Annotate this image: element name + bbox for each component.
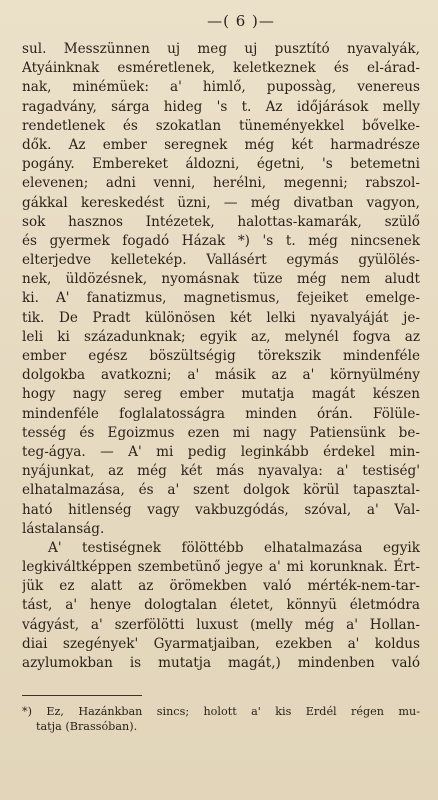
- text-line: Atyáinknak esméretlenek, keletkeznek és el-árad-: [22, 60, 420, 77]
- text-line: ember egész böszültségig törekszik mindenféle: [22, 348, 420, 364]
- text-line: és gyermek fogadó Házak *) 's t. még nincsenek: [22, 232, 420, 249]
- text-line: jük ez alatt az örömekben való mérték-nem-tar-: [22, 578, 420, 595]
- text-line: sok hasznos Intézetek, halottas-kamarák, szülő: [22, 213, 420, 230]
- text-line: lástalanság.: [22, 520, 105, 537]
- text-line: ki. A' fanatizmus, magnetismus, fejeiket emelge-: [22, 290, 420, 307]
- text-line: azylumokban is mutatja magát,) mindenben való: [22, 655, 420, 671]
- text-line: nyájunkat, az még két más nyavalya: a' testiség': [22, 463, 420, 480]
- text-line: sul. Messzünnen uj meg uj pusztító nyavalyák,: [22, 41, 420, 57]
- footnote-line: tatja (Brassóban).: [36, 720, 138, 734]
- text-line: teg-ágya. — A' mi pedig leginkább érdekel min-: [22, 443, 420, 460]
- text-line: leli ki századunknak; egyik az, melynél fogva az: [22, 328, 420, 345]
- text-line: tik. De Pradt különösen két lelki nyavalyáját je-: [22, 309, 420, 326]
- text-line: pogány. Embereket áldozni, égetni, 's betemetni: [22, 156, 420, 173]
- text-line: tesség és Egoizmus ezen mi nagy Patiensünk be-: [22, 424, 420, 441]
- text-line: ható hitlenség vagy vakbuzgódás, szóval, a' Val-: [22, 501, 420, 518]
- footnote-line: *) Ez, Hazánkban sincs; holott a' kis Erdél régen mu-: [22, 705, 420, 719]
- text-line: tást, a' henye dologtalan életet, könnyü életmódra: [22, 597, 420, 614]
- text-line: dők. Az ember seregnek még két harmadrésze: [22, 136, 420, 153]
- text-line: rendetlenek és szokatlan tüneményekkel bővelke-: [22, 117, 420, 134]
- text-line: gákkal kereskedést üzni, — még divatban vagyon,: [22, 194, 420, 211]
- text-line: legkiváltképpen szembetünő jegye a' mi korunknak. Ért-: [22, 559, 420, 576]
- footnote-divider: [22, 695, 142, 696]
- text-line: hogy nagy sereg ember mutatja magát készen: [22, 386, 420, 403]
- text-line: nak, minémüek: a' himlő, pupossàg, venereus: [22, 79, 420, 96]
- text-line: nek, üldözésnek, nyomásnak tüze még nem aludt: [22, 271, 420, 288]
- main-text: [22, 40, 420, 673]
- text-line: elhatalmazása, és a' szent dolgok körül tapasztal-: [22, 482, 420, 499]
- text-line: A' testiségnek fölöttébb elhatalmazása egyik: [48, 539, 420, 556]
- text-line: vágyást, a' szerfölötti luxust (melly még a' Hollan-: [22, 616, 420, 633]
- page-number: —( 6 )—: [207, 12, 275, 30]
- text-line: mindenféle foglalatosságra minden órán. Fölüle-: [22, 405, 420, 422]
- text-line: diai szegények' Gyarmatjaiban, ezekben a' koldus: [22, 635, 420, 652]
- text-line: ragadvány, sárga hideg 's t. Az időjárások melly: [22, 98, 420, 115]
- text-line: elterjedve kelletekép. Vallásért egymás gyülölés-: [22, 252, 420, 269]
- text-line: elevenen; adni venni, herélni, megenni; rabszol-: [22, 175, 420, 192]
- footnote: [22, 704, 420, 734]
- text-line: dolgokba avatkozni; a' másik az a' környülmény: [22, 367, 420, 384]
